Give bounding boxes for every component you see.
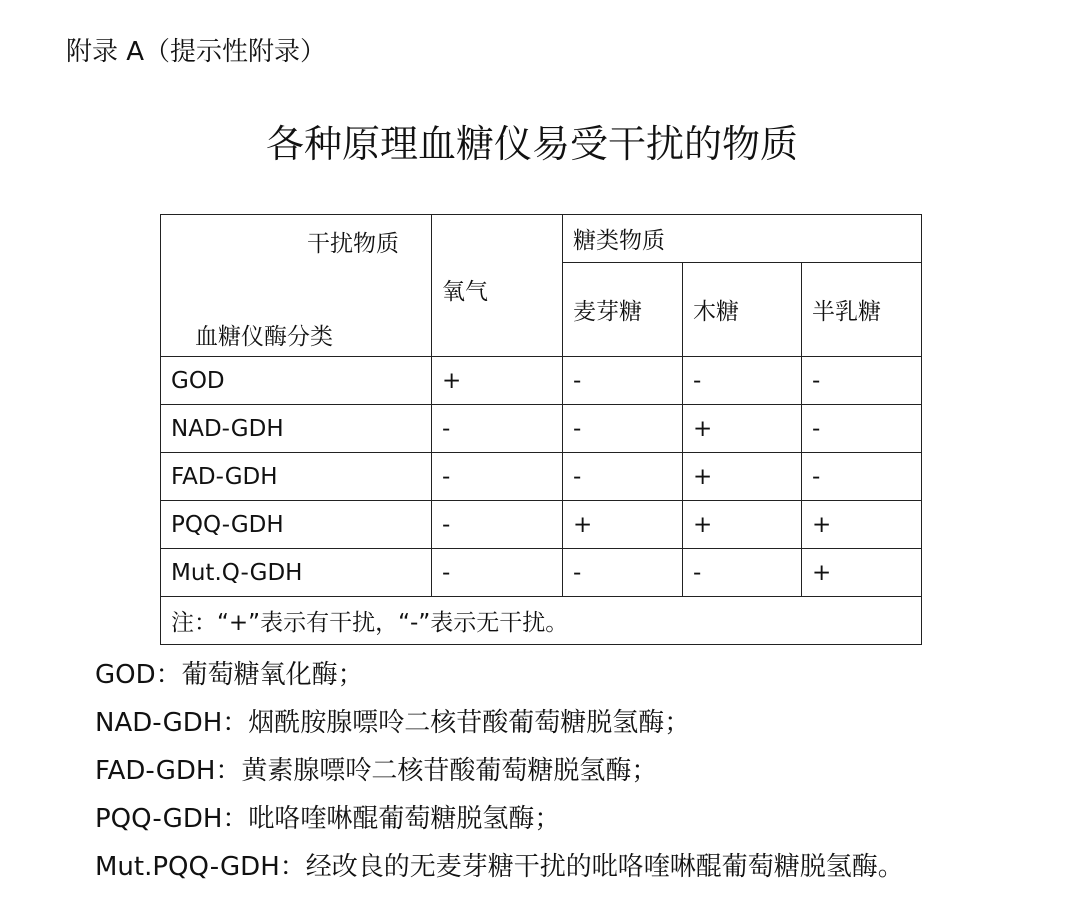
enzyme-name: NAD-GDH [161,405,432,453]
table-row [161,501,922,549]
cell-maltose: + [563,501,683,549]
header-maltose: 麦芽糖 [563,263,683,357]
enzyme-name: PQQ-GDH [161,501,432,549]
cell-oxygen: - [432,501,563,549]
table-note: 注：“+”表示有干扰，“-”表示无干扰。 [161,597,922,645]
definitions-list [95,651,904,891]
cell-oxygen: - [432,405,563,453]
cell-xylose: - [683,357,802,405]
table-row [161,549,922,597]
cell-galactose: - [802,405,922,453]
enzyme-name: Mut.Q-GDH [161,549,432,597]
cell-galactose: + [802,501,922,549]
cell-galactose: - [802,453,922,501]
table-row [161,357,922,405]
cell-galactose: + [802,549,922,597]
header-sugar-group: 糖类物质 [563,215,922,263]
appendix-label: 附录 A（提示性附录） [66,37,327,67]
enzyme-name: GOD [161,357,432,405]
cell-xylose: - [683,549,802,597]
table-header-row [161,215,922,263]
corner-header-enzyme-class: 血糖仪酶分类 [195,324,333,350]
cell-maltose: - [563,549,683,597]
table-row [161,453,922,501]
definition-mut-pqq-gdh: Mut.PQQ-GDH：经改良的无麦芽糖干扰的吡咯喹啉醌葡萄糖脱氢酶。 [95,852,904,882]
cell-oxygen: + [432,357,563,405]
header-oxygen: 氧气 [432,215,563,357]
cell-oxygen: - [432,453,563,501]
header-galactose: 半乳糖 [802,263,922,357]
table-row [161,405,922,453]
definition-god: GOD：葡萄糖氧化酶； [95,660,364,690]
cell-xylose: + [683,501,802,549]
table-note-row [161,597,922,645]
cell-maltose: - [563,357,683,405]
cell-maltose: - [563,453,683,501]
corner-header-cell [161,215,432,357]
cell-xylose: + [683,405,802,453]
cell-oxygen: - [432,549,563,597]
definition-fad-gdh: FAD-GDH：黄素腺嘌呤二核苷酸葡萄糖脱氢酶； [95,756,658,786]
header-xylose: 木糖 [683,263,802,357]
enzyme-name: FAD-GDH [161,453,432,501]
cell-xylose: + [683,453,802,501]
document-title: 各种原理血糖仪易受干扰的物质 [265,122,798,166]
definition-pqq-gdh: PQQ-GDH：吡咯喹啉醌葡萄糖脱氢酶； [95,804,561,834]
cell-maltose: - [563,405,683,453]
definition-nad-gdh: NAD-GDH：烟酰胺腺嘌呤二核苷酸葡萄糖脱氢酶； [95,708,691,738]
cell-galactose: - [802,357,922,405]
interference-table [160,214,922,645]
corner-header-interferent: 干扰物质 [307,231,399,257]
